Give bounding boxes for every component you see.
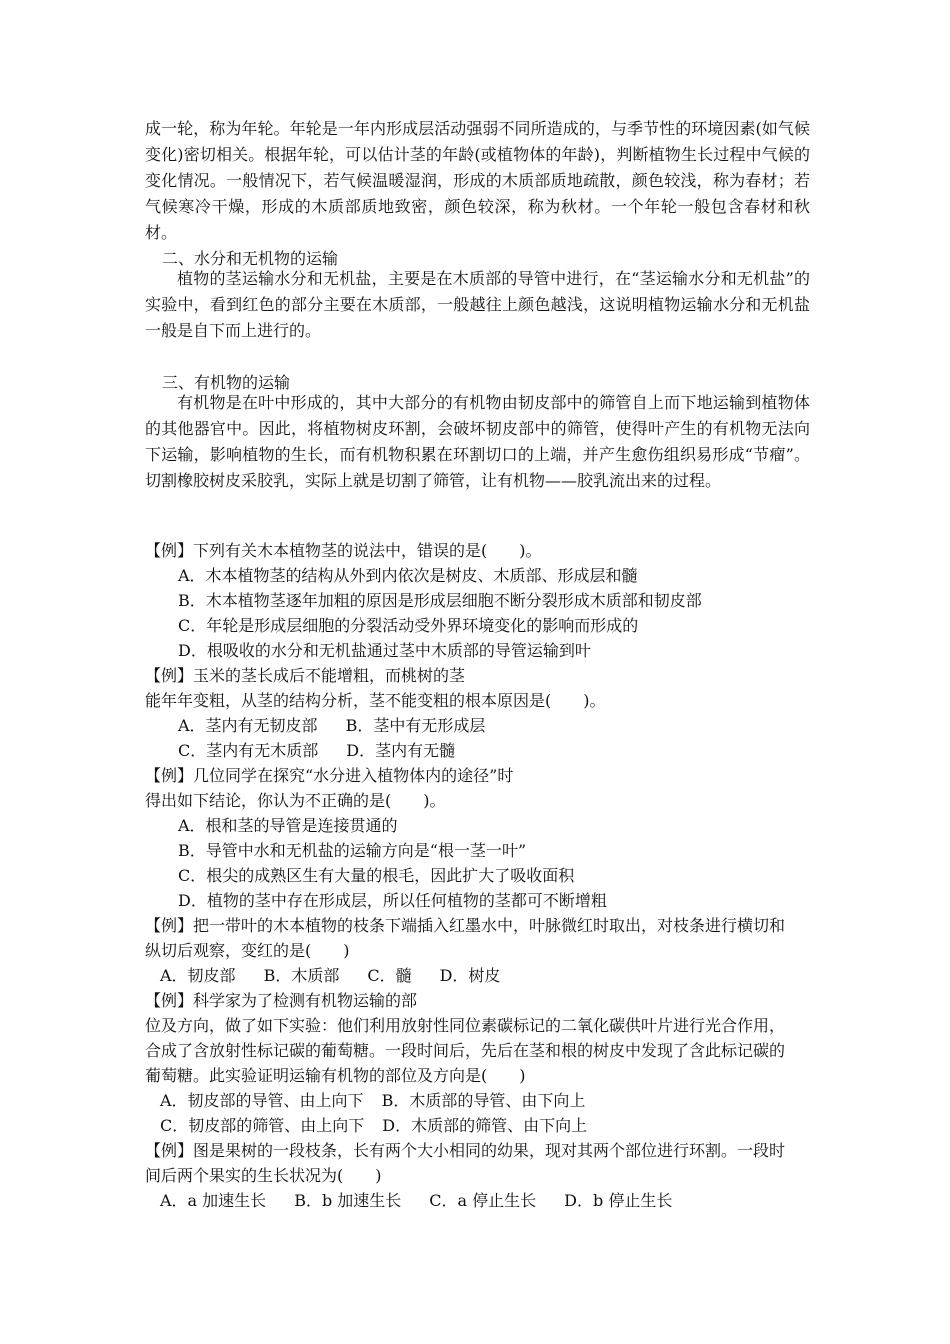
paragraph-organic-transport: 有机物是在叶中形成的，其中大部分的有机物由韧皮部中的筛管自上而下地运输到植物体的其他器官中。因此，将植物树皮环割，会破坏韧皮部中的筛管，使得叶产生的有机物无法向下运输，影响植物的生长，而有机物积累在环割切口的上端，并产生愈伤组织易形成“节瘤”。切割橡胶树皮采胶乳，实际上就是切割了筛管，让有机物——胶乳流出来的过程。 xyxy=(145,393,810,490)
example-5-options-row-2 xyxy=(160,1113,830,1138)
example-2-option-d: D．茎内有无髓 xyxy=(346,741,456,760)
example-4-question-line-1: 【例】把一带叶的木本植物的枝条下端插入红墨水中，叶脉微红时取出，对枝条进行横切和 xyxy=(145,916,786,935)
example-2-option-b: B．茎中有无形成层 xyxy=(345,716,486,735)
paragraph-growth-rings: 成一轮，称为年轮。年轮是一年内形成层活动强弱不同所造成的，与季节性的环境因素(如气候变化)密切相关。根据年轮，可以估计茎的年龄(或植物体的年龄)，判断植物生长过程中气候的变化情况。一般情况下，若气候温暖湿润，形成的木质部质地疏散，颜色较浅，称为春材；若气候寒冷干燥，形成的木质部质地致密，颜色较深，称为秋材。一个年轮一般包含春材和秋材。 xyxy=(145,119,810,242)
example-2-option-a: A．茎内有无韧皮部 xyxy=(178,716,318,735)
example-4-option-c: C．髓 xyxy=(367,966,412,985)
example-3-option-b: B．导管中水和无机盐的运输方向是“根一茎一叶” xyxy=(178,841,527,860)
example-6-question-line-2: 间后两个果实的生长状况为( ) xyxy=(145,1166,382,1185)
paragraph-water-transport: 植物的茎运输水分和无机盐，主要是在木质部的导管中进行，在“茎运输水分和无机盐”的实验中，看到红色的部分主要在木质部，一般越往上颜色越浅，这说明植物运输水分和无机盐一般是自下而上进行的。 xyxy=(145,269,810,340)
example-4-options-row xyxy=(160,963,830,988)
example-5-question-line-2: 位及方向，做了如下实验：他们利用放射性同位素碳标记的二氧化碳供叶片进行光合作用， xyxy=(145,1016,786,1035)
example-1-question: 【例】下列有关木本植物茎的说法中，错误的是( )。 xyxy=(145,541,542,560)
example-5-option-a: A．韧皮部的导管、由上向下 xyxy=(160,1091,364,1110)
example-6-option-a: A．a 加速生长 xyxy=(160,1191,267,1210)
example-5-question-line-4: 葡萄糖。此实验证明运输有机物的部位及方向是( ) xyxy=(145,1066,526,1085)
example-3-option-a: A．根和茎的导管是连接贯通的 xyxy=(178,816,398,835)
example-4-question-line-2: 纵切后观察，变红的是( ) xyxy=(145,941,350,960)
example-6-option-d: D．b 停止生长 xyxy=(564,1191,673,1210)
example-2-option-c: C．茎内有无木质部 xyxy=(178,741,319,760)
example-4-option-d: D．树皮 xyxy=(439,966,501,985)
example-6-question-line-1: 【例】图是果树的一段枝条，长有两个大小相同的幼果，现对其两个部位进行环割。一段时 xyxy=(145,1141,786,1160)
example-3-question-line-2: 得出如下结论，你认为不正确的是( )。 xyxy=(145,791,446,810)
section-heading-organic-transport: 三、有机物的运输 xyxy=(162,373,291,392)
example-6-option-c: C．a 停止生长 xyxy=(429,1191,537,1210)
example-4-option-b: B．木质部 xyxy=(263,966,340,985)
example-2-question-line-1: 【例】玉米的茎长成后不能增粗，而桃树的茎 xyxy=(145,666,466,685)
example-3-option-d: D．植物的茎中存在形成层，所以任何植物的茎都可不断增粗 xyxy=(178,891,607,910)
example-5-question-line-3: 合成了含放射性标记碳的葡萄糖。一段时间后，先后在茎和根的树皮中发现了含此标记碳的 xyxy=(145,1041,786,1060)
example-5-question-line-1: 【例】科学家为了检测有机物运输的部 xyxy=(145,991,418,1010)
example-6-option-b: B．b 加速生长 xyxy=(294,1191,402,1210)
example-1-option-b: B．木本植物茎逐年加粗的原因是形成层细胞不断分裂形成木质部和韧皮部 xyxy=(178,591,702,610)
example-5-option-d: D．木质部的筛管、由下向上 xyxy=(382,1116,588,1135)
example-3-option-c: C．根尖的成熟区生有大量的根毛，因此扩大了吸收面积 xyxy=(178,866,575,885)
example-5-options-row-1 xyxy=(160,1088,830,1113)
example-3-question-line-1: 【例】几位同学在探究“水分进入植物体内的途径”时 xyxy=(145,766,514,785)
example-1-option-c: C．年轮是形成层细胞的分裂活动受外界环境变化的影响而形成的 xyxy=(178,616,639,635)
example-2-options-row-2 xyxy=(178,738,848,763)
example-2-options-row-1 xyxy=(178,713,848,738)
example-5-option-c: C．韧皮部的筛管、由上向下 xyxy=(160,1116,365,1135)
example-1-option-d: D．根吸收的水分和无机盐通过茎中木质部的导管运输到叶 xyxy=(178,641,591,660)
example-6-options-row xyxy=(160,1188,830,1213)
example-4-option-a: A．韧皮部 xyxy=(160,966,236,985)
example-2-question-line-2: 能年年变粗，从茎的结构分析，茎不能变粗的根本原因是( )。 xyxy=(145,691,606,710)
example-5-option-b: B．木质部的导管、由下向上 xyxy=(381,1091,586,1110)
example-1-option-a: A．木本植物茎的结构从外到内依次是树皮、木质部、形成层和髓 xyxy=(178,566,638,585)
section-heading-water-transport: 二、水分和无机物的运输 xyxy=(162,249,339,268)
